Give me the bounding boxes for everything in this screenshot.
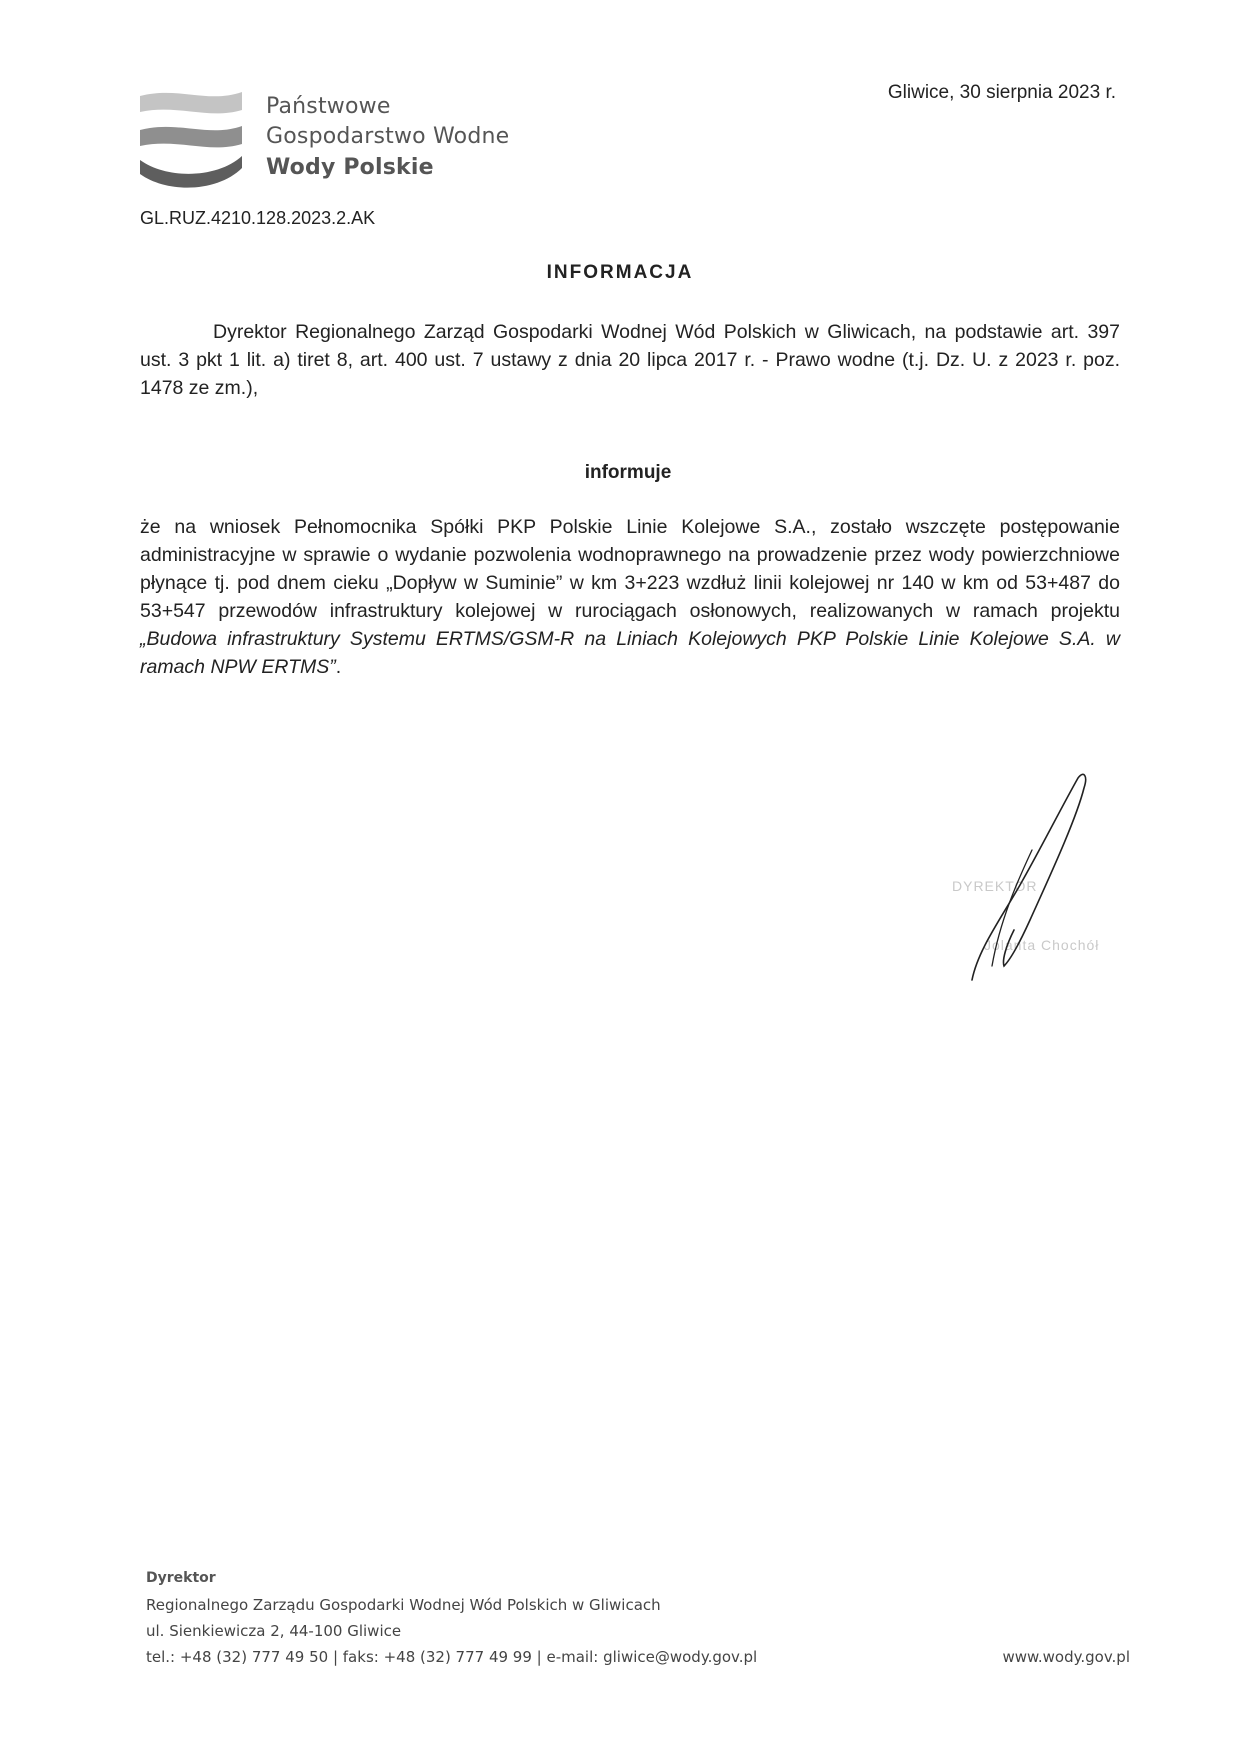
project-name: „Budowa infrastruktury Systemu ERTMS/GSM-R na Liniach Kolejowych PKP Polskie Linie Kolejowe S.A. w ramach NPW ERTMS” [140,628,1120,678]
letterhead-line-3: Wody Polskie [266,155,434,180]
footer-address: ul. Sienkiewicza 2, 44-100 Gliwice [146,1622,402,1640]
document-date: Gliwice, 30 sierpnia 2023 r. [887,82,1116,103]
intro-paragraph: Dyrektor Regionalnego Zarząd Gospodarki Wodnej Wód Polskich w Gliwicach, na podstawie art. 397 ust. 3 pkt 1 lit. a) tiret 8, art. 400 ust. 7 ustawy z dnia 20 lipca 2017 r. - Prawo wodne (t.j. Dz. U. z 2023 r. poz. 1478 ze zm.), [140,321,1120,399]
footer-organization: Regionalnego Zarządu Gospodarki Wodnej Wód Polskich w Gliwicach [146,1596,661,1614]
body-text: że na wniosek Pełnomocnika Spółki PKP Polskie Linie Kolejowe S.A., zostało wszczęte postępowanie administracyjne w sprawie o wydanie pozwolenia wodnoprawnego na prowadzenie przez wody powierzchniowe płynące tj. pod dnem cieku „Dopływ w Suminie” w km 3+223 wzdłuż linii kolejowej nr 140 w km od 53+487 do 53+547 przewodów infrastruktury kolejowej w rurociągach osłonowych, realizowanych w ramach projektu [140,516,1120,622]
body-end: . [335,656,342,678]
body-paragraph [140,513,1120,681]
letterhead-line-2: Gospodarstwo Wodne [266,124,510,149]
stamp-title: DYREKTOR [952,878,1038,894]
wody-polskie-logo [138,82,266,192]
letterhead-line-1: Państwowe [266,94,391,119]
document-title: INFORMACJA [546,262,694,283]
footer-contact: tel.: +48 (32) 777 49 50 | faks: +48 (32) 777 49 99 | e-mail: gliwice@wody.gov.pl [146,1648,758,1666]
footer-title: Dyrektor [146,1570,216,1586]
informuje-heading: informuje [584,462,672,483]
stamp-name: Jolanta Chochół [984,937,1100,953]
reference-number: GL.RUZ.4210.128.2023.2.AK [140,208,376,228]
footer-website: www.wody.gov.pl [1002,1648,1130,1666]
handwritten-signature [960,770,1140,990]
